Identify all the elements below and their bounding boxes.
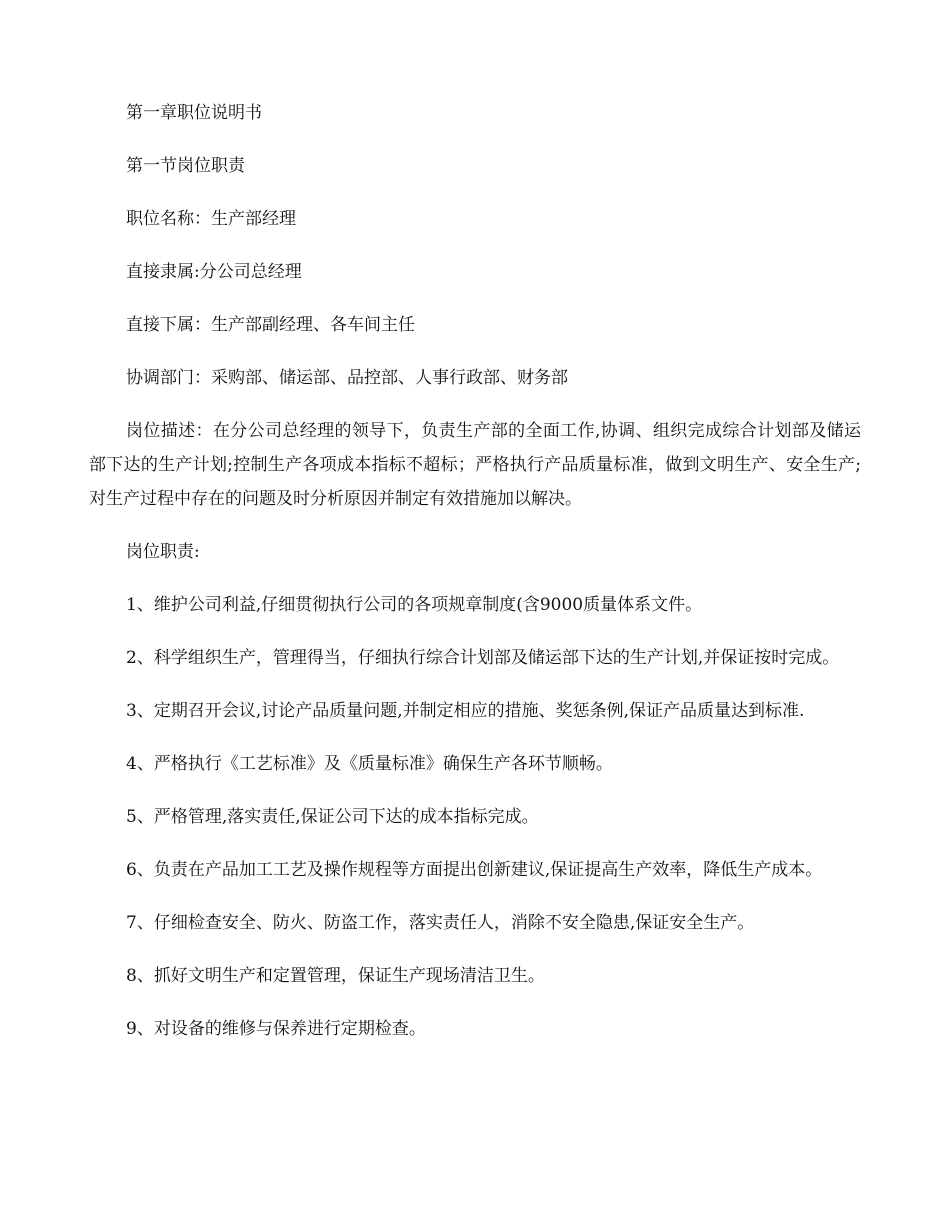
duty-item: 6、负责在产品加工工艺及操作规程等方面提出创新建议,保证提高生产效率，降低生产成本。 [126,860,823,880]
duty-item: 3、定期召开会议,讨论产品质量问题,并制定相应的措施、奖惩条例,保证产品质量达到标准. [126,701,805,721]
position-name: 职位名称：生产部经理 [126,209,296,229]
duty-item: 9、对设备的维修与保养进行定期检查。 [126,1019,426,1039]
document-body [89,96,861,1065]
duty-item: 7、仔细检查安全、防火、防盗工作，落实责任人，消除不安全隐患,保证安全生产。 [126,913,755,933]
duty-item: 5、严格管理,落实责任,保证公司下达的成本指标完成。 [126,807,539,827]
section-title: 第一节岗位职责 [126,156,245,176]
duty-item: 4、严格执行《工艺标准》及《质量标准》确保生产各环节顺畅。 [126,754,613,774]
chapter-title: 第一章职位说明书 [126,103,262,123]
duty-item: 2、科学组织生产，管理得当，仔细执行综合计划部及储运部下达的生产计划,并保证按时完成。 [126,648,840,668]
subordinates: 直接下属：生产部副经理、各车间主任 [126,315,415,335]
duty-item: 1、维护公司利益,仔细贯彻执行公司的各项规章制度(含9000质量体系文件。 [126,595,703,615]
position-description: 岗位描述：在分公司总经理的领导下，负责生产部的全面工作,协调、组织完成综合计划部及储运部下达的生产计划;控制生产各项成本指标不超标；严格执行产品质量标准，做到文明生产、安全生产;对生产过程中存在的问题及时分析原因并制定有效措施加以解决。 [89,421,861,509]
coordination-departments: 协调部门：采购部、储运部、品控部、人事行政部、财务部 [126,368,568,388]
reports-to: 直接隶属:分公司总经理 [126,262,302,282]
duty-item: 8、抓好文明生产和定置管理，保证生产现场清洁卫生。 [126,966,545,986]
duties-heading: 岗位职责: [126,542,200,562]
